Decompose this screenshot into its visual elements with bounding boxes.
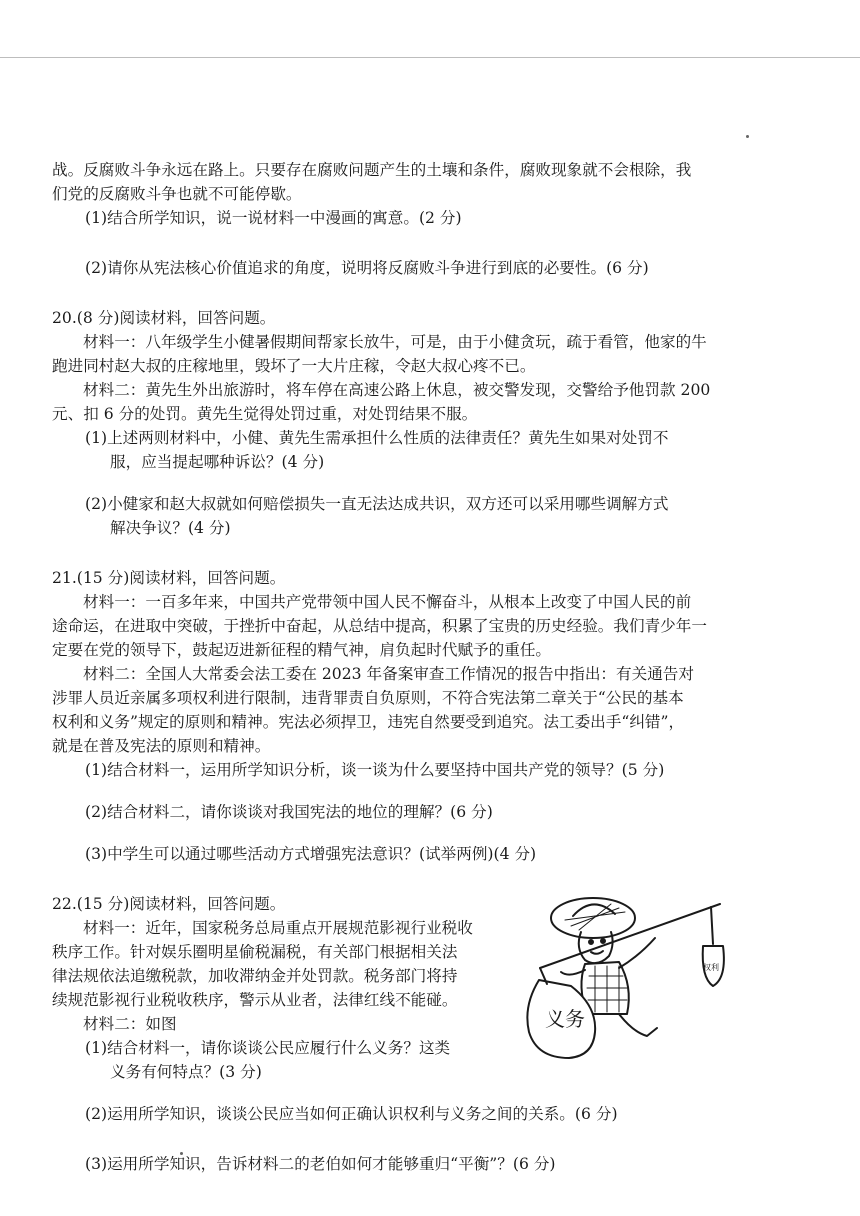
question-19-part-2: (2)请你从宪法核心价值追求的角度，说明将反腐败斗争进行到底的必要性。(6 分) — [85, 259, 649, 277]
question-20-heading: 20.(8 分)阅读材料，回答问题。 — [52, 309, 276, 327]
question-21-heading: 21.(15 分)阅读材料，回答问题。 — [52, 569, 286, 587]
q21-sub-3: (3)中学生可以通过哪些活动方式增强宪法意识？(试举两例)(4 分) — [85, 845, 537, 863]
q21-material-2: 材料二：全国人大常委会法工委在 2023 年备案审查工作情况的报告中指出：有关通告对 — [83, 665, 694, 683]
q21-sub-1: (1)结合材料一，运用所学知识分析，谈一谈为什么要坚持中国共产党的领导？(5 分) — [85, 761, 665, 779]
q20-material-1-cont: 跑进同村赵大叔的庄稼地里，毁坏了一大片庄稼，令赵大叔心疼不已。 — [52, 357, 536, 375]
exam-page — [52, 158, 760, 1176]
q22-material-2: 材料二：如图 — [83, 1015, 177, 1033]
q20-sub-2-cont: 解决争议？(4 分) — [110, 519, 231, 537]
q20-material-2-cont: 元、扣 6 分的处罚。黄先生觉得处罚过重，对处罚结果不服。 — [52, 405, 478, 423]
question-22 — [52, 892, 760, 1176]
q20-material-2: 材料二：黄先生外出旅游时，将车停在高速公路上休息，被交警发现，交警给予他罚款 200 — [83, 381, 711, 399]
small-bag-label: 权利 — [703, 963, 719, 972]
question-21 — [52, 566, 760, 866]
q20-sub-1-cont: 服，应当提起哪种诉讼？(4 分) — [110, 453, 325, 471]
q22-sub-1-cont: 义务有何特点？(3 分) — [110, 1063, 262, 1081]
question-20 — [52, 306, 760, 540]
q22-sub-3: (3)运用所学知识，告诉材料二的老伯如何才能够重归“平衡”？(6 分) — [85, 1155, 556, 1173]
sack-label: 义务 — [545, 1007, 585, 1031]
q21-material-2-cont: 涉罪人员近亲属多项权利进行限制，违背罪责自负原则，不符合宪法第二章关于“公民的基本 — [52, 689, 684, 707]
q20-material-1: 材料一：八年级学生小健暑假期间帮家长放牛，可是，由于小健贪玩，疏于看管，他家的牛 — [83, 333, 707, 351]
question-19-part-1: (1)结合所学知识，说一说材料一中漫画的寓意。(2 分) — [85, 209, 462, 227]
q22-sub-1: (1)结合材料一，请你谈谈公民应履行什么义务？这类 — [85, 1039, 451, 1057]
q21-material-2-cont: 权利和义务”规定的原则和精神。宪法必须捍卫，违宪自然要受到追究。法工委出手“纠错”， — [52, 713, 685, 731]
q22-material-1-cont: 续规范影视行业税收秩序，警示从业者，法律红线不能碰。 — [52, 991, 458, 1009]
page-top-border — [0, 57, 860, 58]
q21-sub-2: (2)结合材料二，请你谈谈对我国宪法的地位的理解？(6 分) — [85, 803, 493, 821]
continued-text-line: 们党的反腐败斗争也就不可能停歇。 — [52, 185, 302, 203]
q21-material-1: 材料一：一百多年来，中国共产党带领中国人民不懈奋斗，从根本上改变了中国人民的前 — [83, 593, 692, 611]
continued-text-line: 战。反腐败斗争永远在路上。只要存在腐败问题产生的土壤和条件，腐败现象就不会根除，我 — [52, 161, 692, 179]
q22-sub-2: (2)运用所学知识，谈谈公民应当如何正确认识权利与义务之间的关系。(6 分) — [85, 1105, 618, 1123]
q22-material-1-cont: 秩序工作。针对娱乐圈明星偷税漏税，有关部门根据相关法 — [52, 943, 458, 961]
q21-material-1-cont: 途命运，在进取中突破，于挫折中奋起，从总结中提高，积累了宝贵的历史经验。我们青少年一 — [52, 617, 707, 635]
cartoon-old-man-carrying-burden — [515, 886, 745, 1066]
q20-sub-2: (2)小健家和赵大叔就如何赔偿损失一直无法达成共识，双方还可以采用哪些调解方式 — [85, 495, 669, 513]
scan-speck — [746, 135, 749, 138]
q22-material-1: 材料一：近年，国家税务总局重点开展规范影视行业税收 — [83, 919, 473, 937]
q21-material-1-cont: 定要在党的领导下，鼓起迈进新征程的精气神，肩负起时代赋予的重任。 — [52, 641, 552, 659]
q21-material-2-cont: 就是在普及宪法的原则和精神。 — [52, 737, 271, 755]
question-22-heading: 22.(15 分)阅读材料，回答问题。 — [52, 895, 286, 913]
q20-sub-1: (1)上述两则材料中，小健、黄先生需承担什么性质的法律责任？黄先生如果对处罚不 — [85, 429, 669, 447]
q22-material-1-cont: 律法规依法追缴税款，加收滞纳金并处罚款。税务部门将持 — [52, 967, 458, 985]
